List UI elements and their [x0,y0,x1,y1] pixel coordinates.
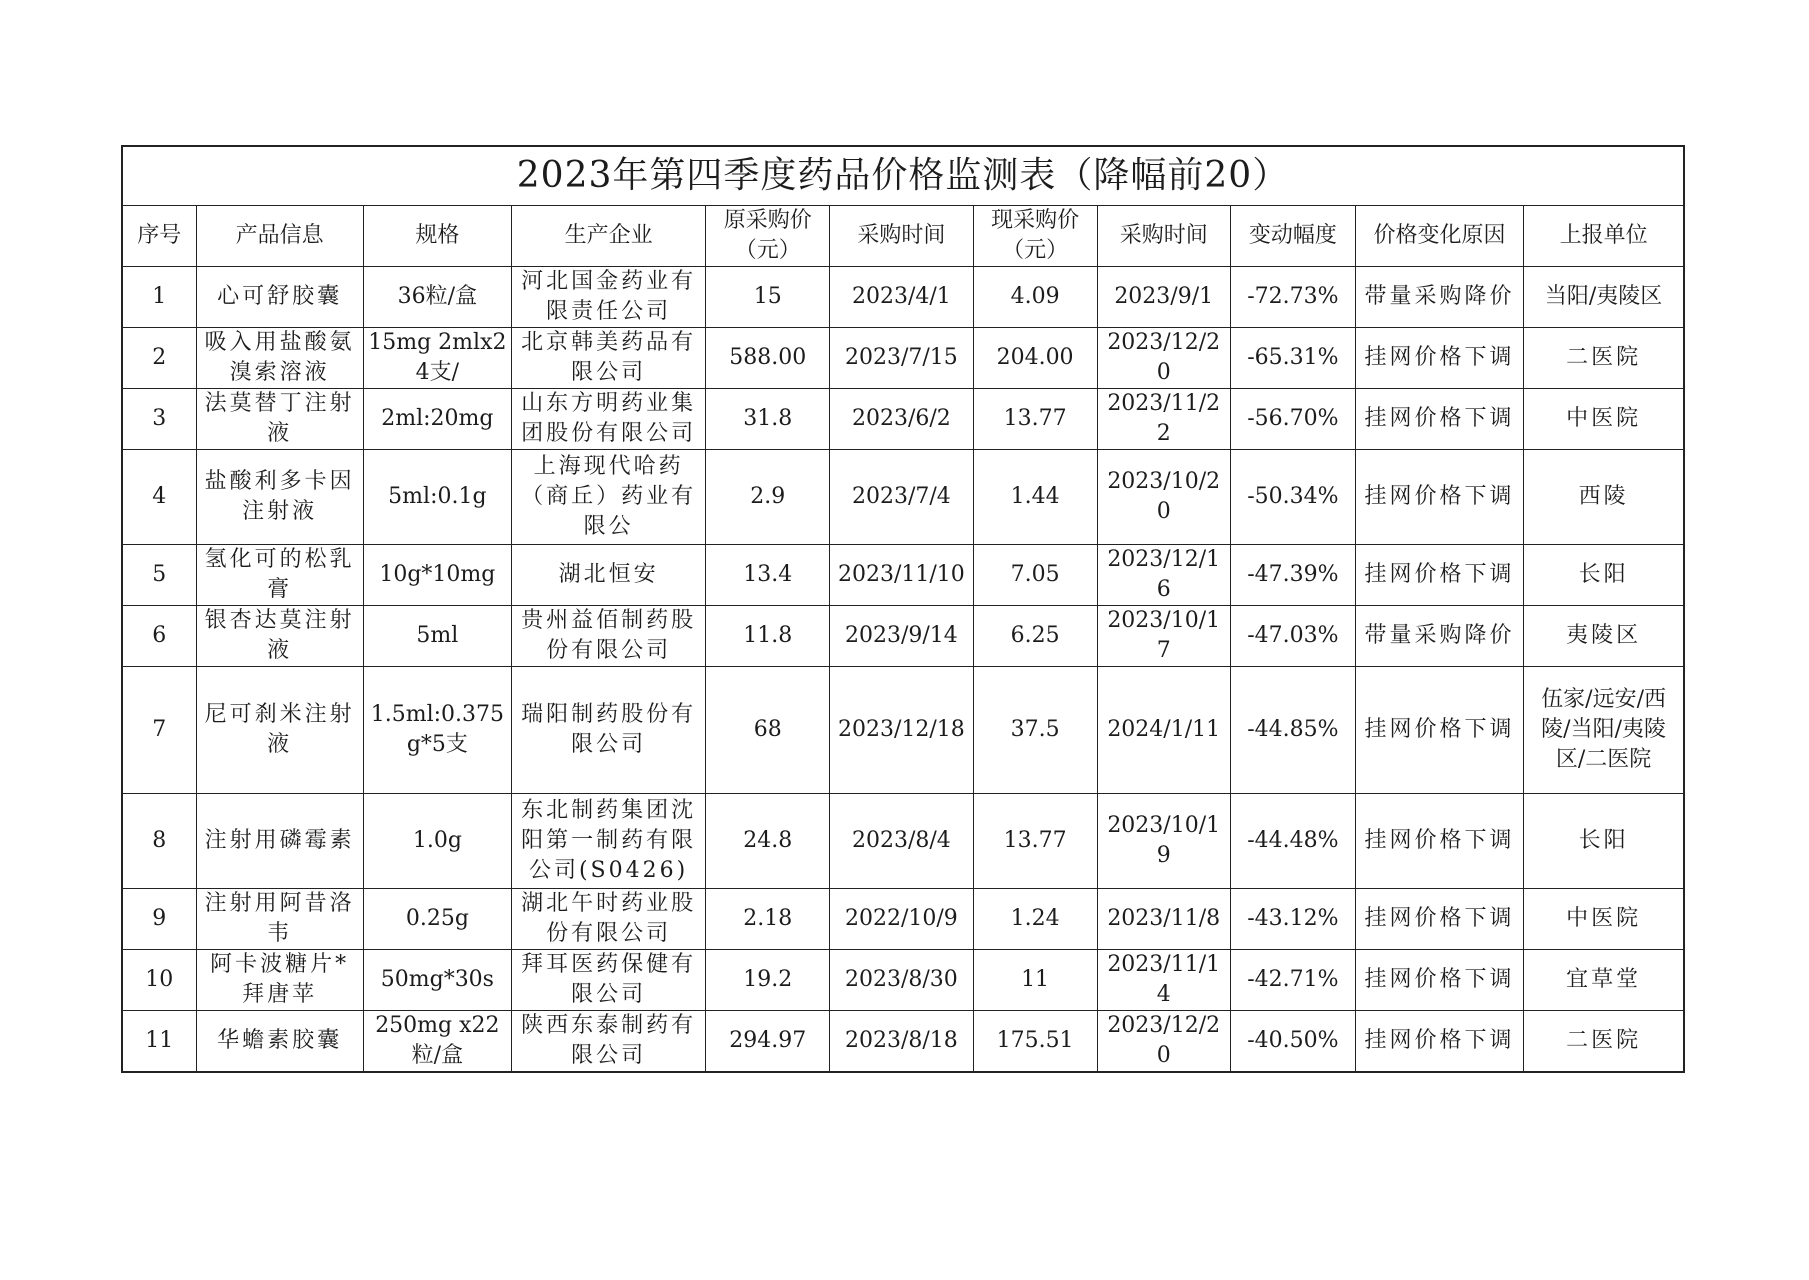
cell-old-date: 2022/10/9 [830,889,973,950]
cell-old-date: 2023/11/10 [830,545,973,606]
cell-old-date: 2023/8/4 [830,794,973,889]
cell-old-price: 294.97 [706,1011,830,1073]
cell-old-price: 68 [706,667,830,794]
cell-change: -72.73% [1230,267,1355,328]
cell-reason: 带量采购降价 [1355,606,1523,667]
cell-product: 心可舒胶囊 [196,267,363,328]
table-row [122,794,1684,889]
cell-product: 阿卡波糖片*拜唐苹 [196,950,363,1011]
cell-reason: 挂网价格下调 [1355,1011,1523,1073]
cell-new-date: 2023/10/17 [1097,606,1230,667]
table-row [122,389,1684,450]
cell-unit: 西陵 [1524,450,1684,545]
cell-new-price: 11 [973,950,1097,1011]
header-cell-old-date: 采购时间 [830,206,973,267]
cell-spec: 10g*10mg [363,545,511,606]
cell-unit: 长阳 [1524,545,1684,606]
cell-old-price: 15 [706,267,830,328]
header-cell-reason: 价格变化原因 [1355,206,1523,267]
cell-product: 盐酸利多卡因注射液 [196,450,363,545]
cell-new-date: 2024/1/11 [1097,667,1230,794]
cell-unit: 中医院 [1524,389,1684,450]
table-row [122,606,1684,667]
cell-old-date: 2023/4/1 [830,267,973,328]
header-cell-unit: 上报单位 [1524,206,1684,267]
table-row [122,545,1684,606]
cell-old-date: 2023/9/14 [830,606,973,667]
table-row [122,328,1684,389]
cell-reason: 挂网价格下调 [1355,889,1523,950]
cell-reason: 挂网价格下调 [1355,450,1523,545]
table-title: 2023年第四季度药品价格监测表（降幅前20） [122,146,1684,206]
cell-new-price: 7.05 [973,545,1097,606]
cell-new-price: 1.44 [973,450,1097,545]
cell-old-price: 2.18 [706,889,830,950]
cell-old-date: 2023/6/2 [830,389,973,450]
cell-change: -56.70% [1230,389,1355,450]
cell-no: 2 [122,328,196,389]
cell-change: -43.12% [1230,889,1355,950]
cell-old-date: 2023/12/18 [830,667,973,794]
cell-old-price: 11.8 [706,606,830,667]
cell-old-price: 2.9 [706,450,830,545]
cell-product: 银杏达莫注射液 [196,606,363,667]
header-cell-no: 序号 [122,206,196,267]
table-row [122,667,1684,794]
cell-old-price: 588.00 [706,328,830,389]
cell-product: 注射用阿昔洛韦 [196,889,363,950]
cell-spec: 250mg x22粒/盒 [363,1011,511,1073]
cell-new-date: 2023/9/1 [1097,267,1230,328]
cell-maker: 陕西东泰制药有限公司 [511,1011,705,1073]
cell-new-price: 37.5 [973,667,1097,794]
cell-product: 注射用磷霉素 [196,794,363,889]
cell-reason: 挂网价格下调 [1355,328,1523,389]
cell-old-price: 31.8 [706,389,830,450]
cell-spec: 1.0g [363,794,511,889]
cell-new-price: 13.77 [973,794,1097,889]
cell-maker: 湖北午时药业股份有限公司 [511,889,705,950]
cell-spec: 15mg 2mlx24支/ [363,328,511,389]
cell-maker: 东北制药集团沈阳第一制药有限公司(S0426) [511,794,705,889]
cell-maker: 瑞阳制药股份有限公司 [511,667,705,794]
cell-new-date: 2023/11/14 [1097,950,1230,1011]
cell-old-date: 2023/8/30 [830,950,973,1011]
cell-new-price: 4.09 [973,267,1097,328]
cell-no: 1 [122,267,196,328]
cell-product: 华蟾素胶囊 [196,1011,363,1073]
cell-maker: 拜耳医药保健有限公司 [511,950,705,1011]
cell-spec: 0.25g [363,889,511,950]
cell-maker: 山东方明药业集团股份有限公司 [511,389,705,450]
cell-reason: 挂网价格下调 [1355,389,1523,450]
cell-maker: 上海现代哈药（商丘）药业有限公 [511,450,705,545]
header-cell-new-date: 采购时间 [1097,206,1230,267]
cell-new-price: 204.00 [973,328,1097,389]
header-cell-old-price: 原采购价（元） [706,206,830,267]
cell-no: 8 [122,794,196,889]
table-row [122,889,1684,950]
cell-change: -65.31% [1230,328,1355,389]
cell-unit: 二医院 [1524,328,1684,389]
cell-new-date: 2023/12/20 [1097,1011,1230,1073]
header-row [122,206,1684,267]
cell-new-date: 2023/12/20 [1097,328,1230,389]
header-cell-maker: 生产企业 [511,206,705,267]
cell-new-price: 13.77 [973,389,1097,450]
cell-maker: 北京韩美药品有限公司 [511,328,705,389]
cell-spec: 2ml:20mg [363,389,511,450]
cell-old-date: 2023/7/15 [830,328,973,389]
cell-spec: 36粒/盒 [363,267,511,328]
cell-reason: 挂网价格下调 [1355,545,1523,606]
cell-old-price: 19.2 [706,950,830,1011]
cell-change: -47.03% [1230,606,1355,667]
cell-old-price: 24.8 [706,794,830,889]
cell-old-date: 2023/8/18 [830,1011,973,1073]
cell-change: -47.39% [1230,545,1355,606]
cell-change: -40.50% [1230,1011,1355,1073]
header-cell-spec: 规格 [363,206,511,267]
cell-no: 7 [122,667,196,794]
table-row [122,950,1684,1011]
cell-new-price: 1.24 [973,889,1097,950]
cell-product: 氢化可的松乳膏 [196,545,363,606]
cell-no: 9 [122,889,196,950]
cell-new-date: 2023/12/16 [1097,545,1230,606]
cell-no: 11 [122,1011,196,1073]
cell-maker: 河北国金药业有限责任公司 [511,267,705,328]
cell-no: 4 [122,450,196,545]
header-cell-change: 变动幅度 [1230,206,1355,267]
cell-change: -44.85% [1230,667,1355,794]
cell-no: 6 [122,606,196,667]
cell-product: 吸入用盐酸氨溴索溶液 [196,328,363,389]
header-cell-product: 产品信息 [196,206,363,267]
cell-spec: 1.5ml:0.375g*5支 [363,667,511,794]
table-row [122,450,1684,545]
cell-unit: 长阳 [1524,794,1684,889]
cell-new-date: 2023/11/8 [1097,889,1230,950]
cell-new-price: 6.25 [973,606,1097,667]
cell-new-date: 2023/10/19 [1097,794,1230,889]
header-cell-new-price: 现采购价（元） [973,206,1097,267]
cell-product: 尼可刹米注射液 [196,667,363,794]
cell-reason: 挂网价格下调 [1355,667,1523,794]
cell-no: 5 [122,545,196,606]
cell-new-date: 2023/11/22 [1097,389,1230,450]
cell-no: 10 [122,950,196,1011]
table-row [122,1011,1684,1073]
cell-change: -44.48% [1230,794,1355,889]
cell-maker: 贵州益佰制药股份有限公司 [511,606,705,667]
cell-reason: 挂网价格下调 [1355,950,1523,1011]
cell-change: -50.34% [1230,450,1355,545]
cell-old-price: 13.4 [706,545,830,606]
cell-reason: 挂网价格下调 [1355,794,1523,889]
cell-spec: 50mg*30s [363,950,511,1011]
cell-new-date: 2023/10/20 [1097,450,1230,545]
cell-maker: 湖北恒安 [511,545,705,606]
cell-reason: 带量采购降价 [1355,267,1523,328]
cell-unit: 宜草堂 [1524,950,1684,1011]
price-monitoring-table [121,145,1685,1073]
cell-new-price: 175.51 [973,1011,1097,1073]
cell-no: 3 [122,389,196,450]
cell-unit: 二医院 [1524,1011,1684,1073]
table-row [122,267,1684,328]
cell-spec: 5ml [363,606,511,667]
cell-product: 法莫替丁注射液 [196,389,363,450]
cell-unit: 当阳/夷陵区 [1524,267,1684,328]
cell-old-date: 2023/7/4 [830,450,973,545]
cell-unit: 伍家/远安/西陵/当阳/夷陵区/二医院 [1524,667,1684,794]
cell-change: -42.71% [1230,950,1355,1011]
cell-unit: 中医院 [1524,889,1684,950]
cell-unit: 夷陵区 [1524,606,1684,667]
cell-spec: 5ml:0.1g [363,450,511,545]
